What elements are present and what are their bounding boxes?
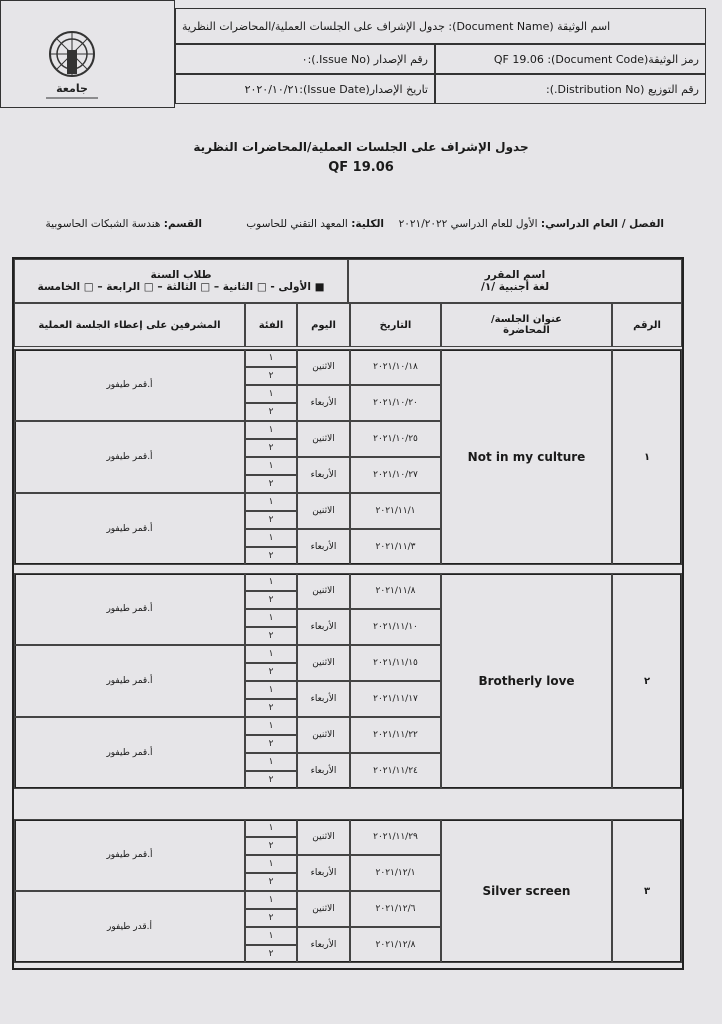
session-title: Brotherly love — [441, 573, 612, 789]
college-label: الكلية: — [351, 218, 384, 230]
session-day: الاثنين — [297, 891, 350, 927]
session-date: ٢٠٢١/١١/٢٢ — [350, 717, 441, 753]
group-number: ١ — [245, 855, 297, 873]
session-date: ٢٠٢١/١١/٣ — [350, 529, 441, 565]
department-value: هندسة الشبكات الحاسوبية — [45, 218, 161, 230]
session-date: ٢٠٢١/١١/٢٤ — [350, 753, 441, 789]
supervisor-name: أ.قمر طيفور — [14, 819, 245, 891]
group-number: ١ — [245, 609, 297, 627]
issue-number: رقم الإصدار (Issue No.):٠ — [175, 44, 435, 74]
group-number: ٢ — [245, 367, 297, 385]
session-day: الأربعاء — [297, 927, 350, 963]
session-day: الاثنين — [297, 349, 350, 385]
supervisor-name: أ.قمر طيفور — [14, 349, 245, 421]
group-number: ٢ — [245, 837, 297, 855]
session-date: ٢٠٢١/١٠/٢٥ — [350, 421, 441, 457]
students-year-label: طلاب السنة — [150, 269, 212, 281]
col-title: عنوان الجلسة/المحاضرة — [441, 303, 612, 347]
issue-date: تاريخ الإصدار(Issue Date):٢٠٢٠/١٠/٢١ — [175, 74, 435, 104]
course-name-label: اسم المقرر — [484, 269, 546, 281]
session-day: الأربعاء — [297, 681, 350, 717]
group-number: ١ — [245, 385, 297, 403]
supervisor-name: أ.قمر طيفور — [14, 421, 245, 493]
session-day: الاثنين — [297, 421, 350, 457]
session-day: الاثنين — [297, 645, 350, 681]
course-name-cell — [348, 259, 682, 303]
group-number: ٢ — [245, 439, 297, 457]
session-number: ٢ — [612, 573, 682, 789]
session-title: Not in my culture — [441, 349, 612, 565]
department-label: القسم: — [163, 218, 202, 230]
group-number: ١ — [245, 891, 297, 909]
semester-label: الفصل / العام الدراسي: — [540, 218, 664, 230]
session-number: ١ — [612, 349, 682, 565]
logo-text: جامعة — [56, 82, 88, 95]
group-number: ١ — [245, 681, 297, 699]
distribution-number: رقم التوزيع (Distribution No.): — [435, 74, 706, 104]
col-supervisors: المشرفين على إعطاء الجلسة العملية — [14, 303, 245, 347]
university-logo — [40, 28, 104, 104]
students-year-cell — [14, 259, 348, 303]
session-date: ٢٠٢١/١٠/١٨ — [350, 349, 441, 385]
document-header — [0, 0, 706, 108]
supervisor-name: أ.قدر طيفور — [14, 891, 245, 963]
supervisor-name: أ.قمر طيفور — [14, 717, 245, 789]
supervisor-name: أ.قمر طيفور — [14, 573, 245, 645]
group-number: ١ — [245, 927, 297, 945]
group-number: ٢ — [245, 873, 297, 891]
session-date: ٢٠٢١/١١/١ — [350, 493, 441, 529]
col-day: اليوم — [297, 303, 350, 347]
session-date: ٢٠٢١/١٢/١ — [350, 855, 441, 891]
supervision-table — [12, 257, 684, 970]
year-checkboxes: ■ الأولى - □ الثانية – □ الثالثة – □ الرابعة – □ الخامسة — [37, 281, 325, 293]
session-date: ٢٠٢١/١٢/٨ — [350, 927, 441, 963]
group-number: ٢ — [245, 403, 297, 421]
session-day: الأربعاء — [297, 529, 350, 565]
group-number: ١ — [245, 645, 297, 663]
semester-value: الأول للعام الدراسي ٢٠٢١/٢٠٢٢ — [398, 218, 538, 230]
session-date: ٢٠٢١/١١/٢٩ — [350, 819, 441, 855]
session-day: الاثنين — [297, 819, 350, 855]
session-date: ٢٠٢١/١٠/٢٧ — [350, 457, 441, 493]
col-group: الفئة — [245, 303, 297, 347]
session-title: Silver screen — [441, 819, 612, 963]
supervisor-name: أ.قمر طيفور — [14, 645, 245, 717]
session-date: ٢٠٢١/١١/١٥ — [350, 645, 441, 681]
session-day: الاثنين — [297, 573, 350, 609]
group-number: ٢ — [245, 591, 297, 609]
group-number: ١ — [245, 529, 297, 547]
group-number: ١ — [245, 493, 297, 511]
group-number: ٢ — [245, 945, 297, 963]
group-number: ٢ — [245, 735, 297, 753]
group-number: ٢ — [245, 511, 297, 529]
session-date: ٢٠٢١/١١/١٧ — [350, 681, 441, 717]
group-number: ٢ — [245, 909, 297, 927]
col-date: التاريخ — [350, 303, 441, 347]
session-day: الأربعاء — [297, 609, 350, 645]
session-day: الاثنين — [297, 493, 350, 529]
session-date: ٢٠٢١/١١/١٠ — [350, 609, 441, 645]
supervisor-name: أ.قمر طيفور — [14, 493, 245, 565]
group-number: ٢ — [245, 475, 297, 493]
group-number: ٢ — [245, 627, 297, 645]
page-title: جدول الإشراف على الجلسات العملية/المحاضرات النظرية — [193, 140, 529, 154]
group-number: ١ — [245, 717, 297, 735]
session-day: الأربعاء — [297, 753, 350, 789]
group-number: ١ — [245, 753, 297, 771]
col-number: الرقم — [612, 303, 682, 347]
group-number: ٢ — [245, 547, 297, 565]
session-number: ٣ — [612, 819, 682, 963]
session-day: الأربعاء — [297, 385, 350, 421]
session-day: الاثنين — [297, 717, 350, 753]
group-number: ٢ — [245, 663, 297, 681]
college-info — [246, 218, 384, 230]
form-code: QF 19.06 — [328, 160, 394, 175]
department-info — [46, 218, 202, 230]
group-number: ١ — [245, 421, 297, 439]
session-date: ٢٠٢١/١٢/٦ — [350, 891, 441, 927]
group-number: ١ — [245, 819, 297, 837]
course-name-value: لغة أجنبية /١/ — [480, 281, 550, 293]
group-number: ١ — [245, 349, 297, 367]
group-number: ١ — [245, 457, 297, 475]
college-value: المعهد التقني للحاسوب — [246, 218, 348, 230]
session-day: الأربعاء — [297, 855, 350, 891]
group-number: ٢ — [245, 699, 297, 717]
session-date: ٢٠٢١/١٠/٢٠ — [350, 385, 441, 421]
semester-info — [399, 218, 664, 230]
document-code: رمز الوثيقة(Document Code): QF 19.06 — [435, 44, 706, 74]
document-name: اسم الوثيقة (Document Name): جدول الإشراف على الجلسات العملية/المحاضرات النظرية — [175, 8, 706, 44]
session-day: الأربعاء — [297, 457, 350, 493]
group-number: ١ — [245, 573, 297, 591]
group-number: ٢ — [245, 771, 297, 789]
session-date: ٢٠٢١/١١/٨ — [350, 573, 441, 609]
